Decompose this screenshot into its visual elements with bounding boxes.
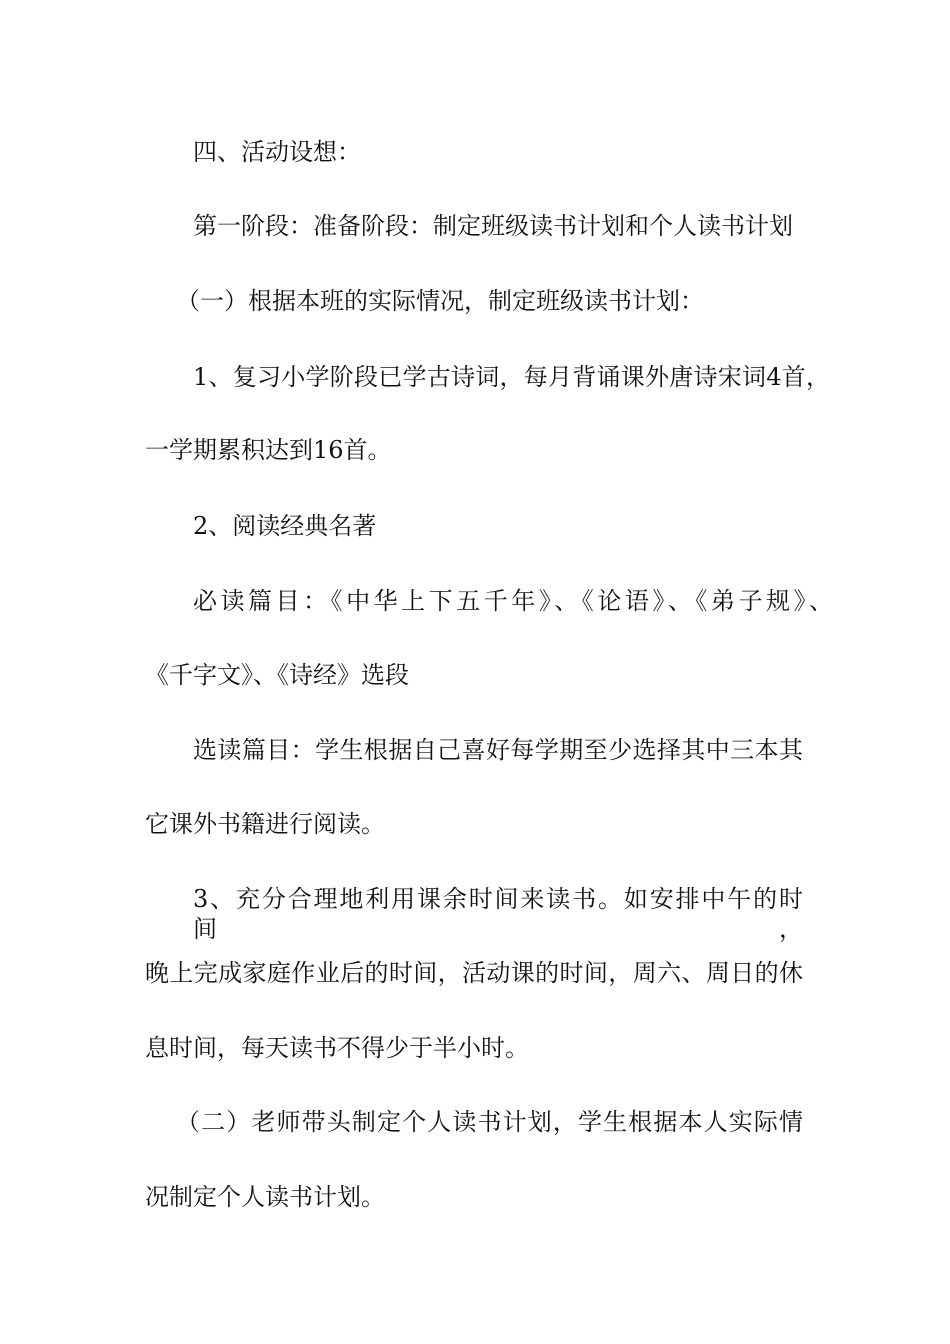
paragraph-line: 选读篇目：学生根据自己喜好每学期至少选择其中三本其 [193, 736, 803, 764]
paragraph-line: 况制定个人读书计划。 [145, 1183, 385, 1211]
paragraph-line: 息时间，每天读书不得少于半小时。 [145, 1034, 529, 1062]
paragraph-line: 3、充分合理地利用课余时间来读书。如安排中午的时间， [193, 885, 803, 943]
paragraph-line: 必读篇目：《中华上下五千年》、《论语》、《弟子规》、 [193, 587, 833, 615]
list-item-heading: 2、阅读经典名著 [193, 512, 377, 540]
paragraph-line: 它课外书籍进行阅读。 [145, 810, 385, 838]
section-heading: 四、活动设想： [193, 138, 361, 166]
stage-heading: 第一阶段：准备阶段：制定班级读书计划和个人读书计划 [193, 212, 793, 240]
paragraph-line: 1、复习小学阶段已学古诗词，每月背诵课外唐诗宋词4首， [193, 363, 830, 391]
subsection-heading-1: （一）根据本班的实际情况，制定班级读书计划： [176, 287, 704, 315]
paragraph-line: 《千字文》、《诗经》选段 [145, 661, 409, 689]
paragraph-line: 晚上完成家庭作业后的时间，活动课的时间，周六、周日的休 [145, 959, 803, 987]
subsection-heading-2: （二）老师带头制定个人读书计划，学生根据本人实际情 [176, 1108, 803, 1136]
paragraph-line: 一学期累积达到16首。 [145, 436, 392, 464]
